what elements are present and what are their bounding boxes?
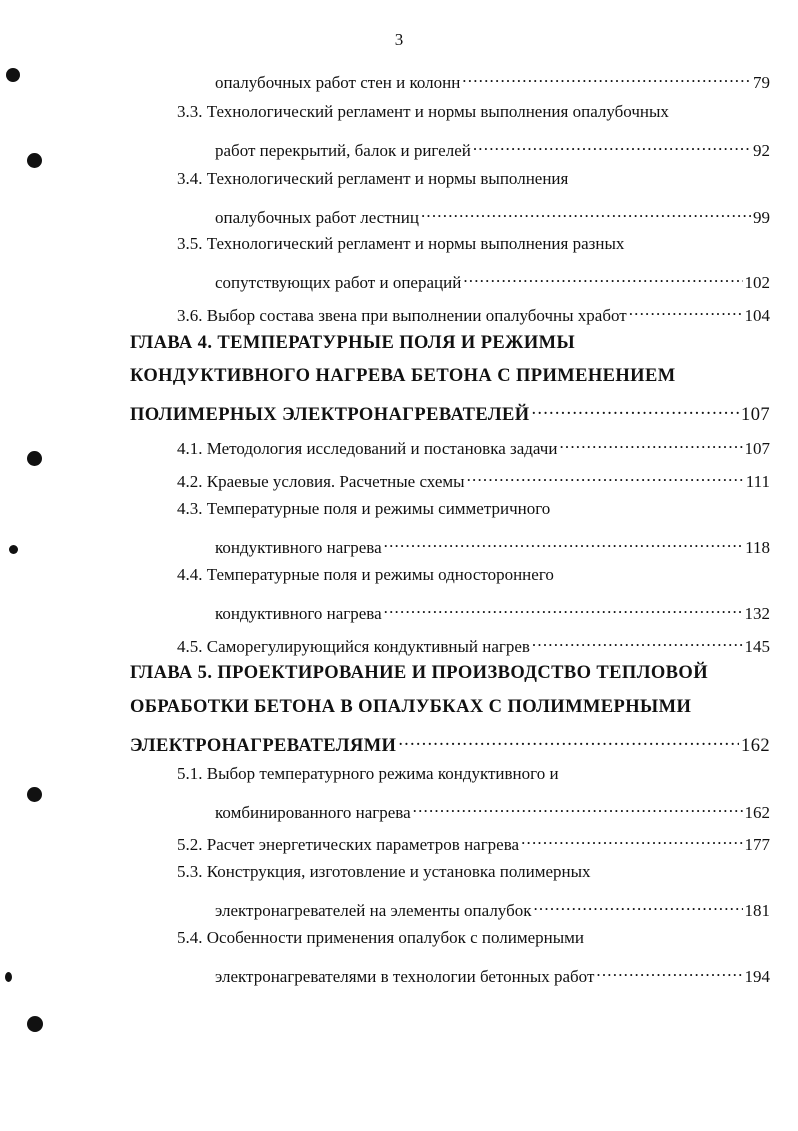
chapter-heading: ГЛАВА 5. ПРОЕКТИРОВАНИЕ И ПРОИЗВОДСТВО ТЕПЛОВОЙ (130, 663, 708, 683)
binding-hole-7 (27, 1016, 43, 1032)
toc-entry: комбинированного нагрева ..... 162 (215, 796, 770, 824)
toc-entry: электронагревателями в технологии бетонных работ ..... 194 (215, 960, 770, 988)
toc-entry: кондуктивного нагрева ..... 132 (215, 597, 770, 625)
chapter-heading: ГЛАВА 4. ТЕМПЕРАТУРНЫЕ ПОЛЯ И РЕЖИМЫ (130, 333, 576, 353)
toc-entry: 5.3. Конструкция, изготовление и установка полимерных (177, 862, 591, 881)
binding-hole-5 (27, 787, 42, 802)
binding-hole-4 (9, 545, 18, 554)
toc-entry: электронагревателей на элементы опалубок ..... 181 (215, 894, 770, 922)
toc-entry: 5.1. Выбор температурного режима кондуктивного и (177, 764, 559, 783)
toc-entry: опалубочных работ лестниц ..... 99 (215, 201, 770, 229)
toc-entry: 4.2. Краевые условия. Расчетные схемы ..... 111 (177, 465, 770, 493)
toc-entry: 4.5. Саморегулирующийся кондуктивный нагрев ..... 145 (177, 630, 770, 658)
toc-entry: сопутствующих работ и операций ..... 102 (215, 266, 770, 294)
toc-entry: 3.4. Технологический регламент и нормы выполнения (177, 169, 569, 188)
page-number: 3 (394, 30, 404, 49)
chapter-heading: ЭЛЕКТРОНАГРЕВАТЕЛЯМИ ..... 162 (130, 729, 770, 757)
chapter-heading: КОНДУКТИВНОГО НАГРЕВА БЕТОНА С ПРИМЕНЕНИЕМ (130, 366, 676, 386)
toc-entry: работ перекрытий, балок и ригелей ..... 92 (215, 134, 770, 162)
toc-entry: 4.4. Температурные поля и режимы одностороннего (177, 565, 554, 584)
chapter-heading: ПОЛИМЕРНЫХ ЭЛЕКТРОНАГРЕВАТЕЛЕЙ ..... 107 (130, 398, 770, 426)
toc-entry: кондуктивного нагрева ..... 118 (215, 531, 770, 559)
toc-entry: 3.6. Выбор состава звена при выполнении опалубочны хработ ..... 104 (177, 299, 770, 327)
toc-entry: опалубочных работ стен и колонн ..... 79 (215, 66, 770, 94)
toc-entry: 5.4. Особенности применения опалубок с полимерными (177, 928, 585, 947)
toc-entry: 4.3. Температурные поля и режимы симметричного (177, 499, 551, 518)
binding-hole-1 (6, 68, 20, 82)
binding-hole-2 (27, 153, 42, 168)
toc-entry: 3.3. Технологический регламент и нормы выполнения опалубочных (177, 102, 669, 121)
toc-entry: 3.5. Технологический регламент и нормы выполнения разных (177, 234, 625, 253)
chapter-heading: ОБРАБОТКИ БЕТОНА В ОПАЛУБКАХ С ПОЛИММЕРНЫМИ (130, 697, 692, 717)
toc-entry: 4.1. Методология исследований и постановка задачи ..... 107 (177, 432, 770, 460)
toc-entry: 5.2. Расчет энергетических параметров нагрева ..... 177 (177, 828, 770, 856)
binding-hole-3 (27, 451, 42, 466)
binding-hole-6 (5, 972, 12, 982)
